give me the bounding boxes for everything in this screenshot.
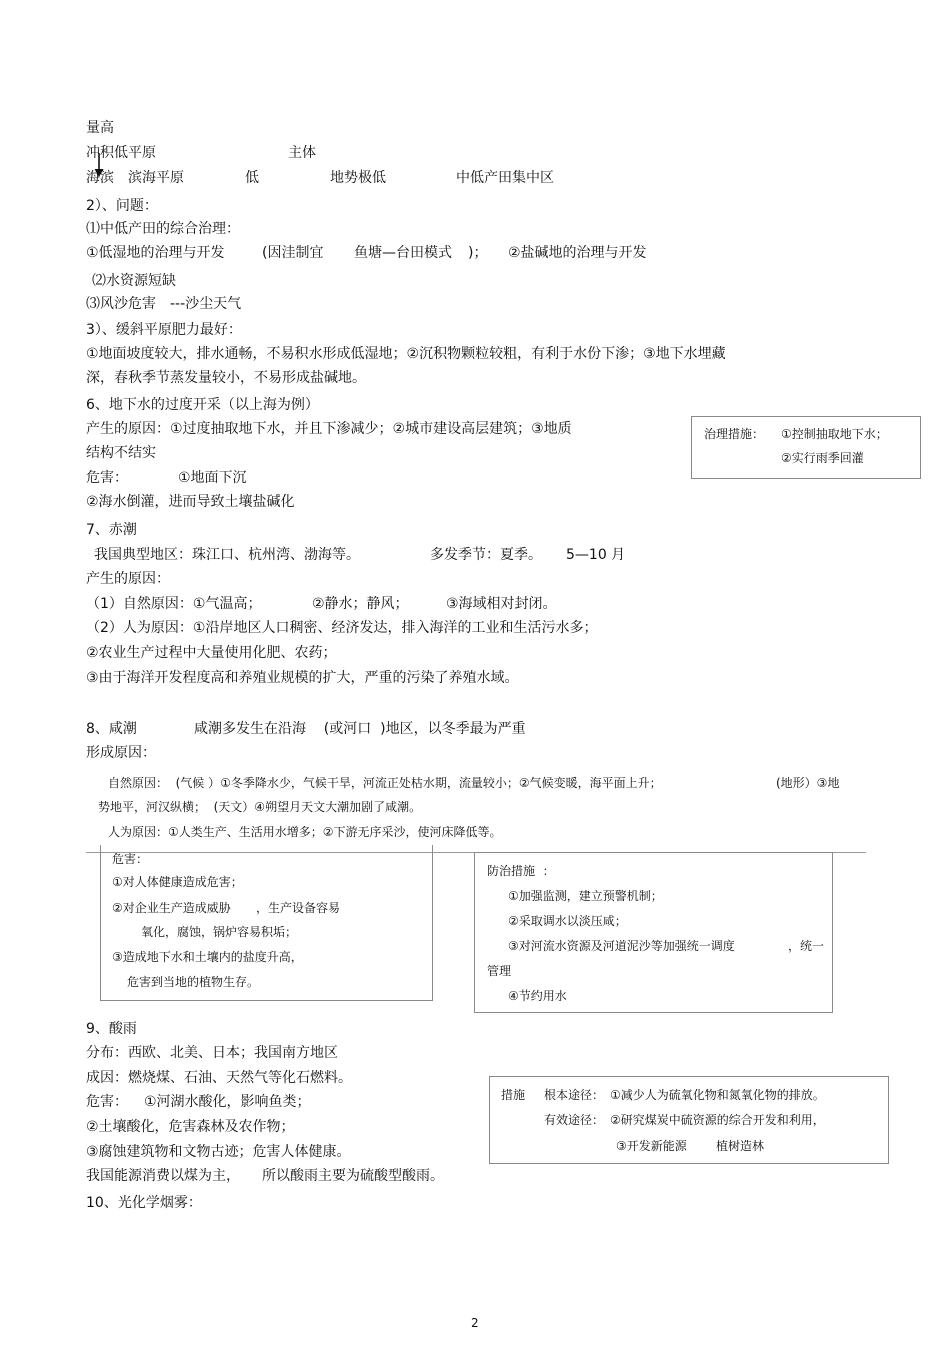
prevention-title: 防治措施 ： [487,864,555,878]
sec9-p6a: 我国能源消费以煤为主， [86,1168,240,1184]
sec3-p1: ①地面坡度较大，排水通畅，不易积水形成低湿地；②沉积物颗粒较粗，有利于水份下渗；③地下水埋藏 [86,346,726,362]
acid-measure-2b: ②研究煤炭中硫资源的综合开发和利用， [610,1113,825,1127]
harm-item-2b: ，生产设备容易 [256,901,341,915]
sec7-p1a: 我国典型地区：珠江口、杭州湾、渤海等。 [94,547,360,563]
sec2-p4a: ⑶风沙危害 [86,296,156,312]
prevention-item-3b: ，统一 [788,939,825,953]
sec6-p1: 产生的原因：①过度抽取地下水，并且下渗减少；②城市建设高层建筑；③地质 [86,421,572,437]
sec6-p3b: ①地面下沉 [178,470,247,486]
groundwater-measures-label: 治理措施： [704,427,765,441]
sec8-p1: 形成原因： [86,745,156,761]
sec2-heading: 2）、问题： [86,198,158,214]
page-number: 2 [471,1316,479,1330]
harm-item-2a: ②对企业生产造成威胁 [112,901,231,915]
sec9-p2: 成因：燃烧煤、石油、天然气等化石燃料。 [86,1070,352,1086]
sec7-p1b: 多发季节：夏季。 [430,547,542,563]
sec6-p4: ②海水倒灌，进而导致土壤盐碱化 [86,494,295,510]
sec2-p4b: ---沙尘天气 [170,296,242,312]
sec7-p4: （2）人为原因：①沿岸地区人口稠密、经济发达，排入海洋的工业和生活污水多； [86,620,598,636]
top-line-3c: 低 [245,170,259,186]
acid-measure-1b: ①减少人为硫氧化物和氮氧化物的排放。 [610,1088,825,1102]
sec9-p3a: 危害： [86,1094,128,1110]
sec9-heading: 9、酸雨 [86,1021,137,1037]
sec2-p3: ⑵水资源短缺 [92,273,176,289]
groundwater-measures-box [691,416,921,479]
prevention-item-2: ②采取调水以淡压咸； [508,914,627,928]
sec2-p2d: )； [468,245,488,261]
sec6-p2: 结构不结实 [86,445,156,461]
sec9-p6b: 所以酸雨主要为硫酸型酸雨。 [262,1168,444,1184]
sec8-natural-1b: (地形）③地 [776,776,840,790]
top-line-3d: 地势极低 [330,170,386,186]
harm-title: 危害： [112,852,149,866]
sec7-p6: ③由于海洋开发程度高和养殖业规模的扩大，严重的污染了养殖水域。 [86,670,519,686]
sec2-p2e: ②盐碱地的治理与开发 [508,245,647,261]
sec8-heading-desc: 咸潮多发生在沿海 (或河口 )地区，以冬季最为严重 [194,721,526,737]
sec7-p3b: ②静水；静风； [312,596,409,612]
top-line-1: 量高 [86,120,114,136]
salt-tide-prevention-box [474,852,833,1013]
sec7-p5: ②农业生产过程中大量使用化肥、农药； [86,645,337,661]
prevention-item-1: ①加强监测，建立预警机制； [508,889,663,903]
top-line-3e: 中低产田集中区 [456,170,554,186]
prevention-item-5: ④节约用水 [508,989,567,1003]
sec2-p2a: ①低湿地的治理与开发 [86,245,225,261]
sec8-human: 人为原因：①人类生产、生活用水增多；②下游无序采沙，使河床降低等。 [108,825,502,839]
groundwater-measure-1: ①控制抽取地下水； [781,427,888,441]
harm-item-5: 危害到当地的植物生存。 [127,975,260,989]
sec9-p3b: ①河湖水酸化，影响鱼类； [144,1094,311,1110]
sec3-heading: 3）、缓斜平原肥力最好： [86,322,242,338]
prevention-item-3a: ③对河流水资源及河道泥沙等加强统一调度 [508,939,735,953]
acid-measure-2a: 有效途径： [544,1113,605,1127]
sec7-p2: 产生的原因： [86,571,170,587]
top-line-2a: 冲积低平原 [86,145,156,161]
acid-measures-label: 措施 [501,1088,526,1102]
groundwater-measure-2: ②实行雨季回灌 [781,451,864,465]
top-line-2b: 主体 [288,145,316,161]
sec7-p3c: ③海域相对封闭。 [446,596,557,612]
harm-item-4: ③造成地下水和土壤内的盐度升高， [112,950,303,964]
sec10-heading: 10、光化学烟雾： [86,1195,202,1211]
acid-measure-3b: 植树造林 [716,1139,765,1153]
acid-measure-3a: ③开发新能源 [616,1139,687,1153]
acid-measure-1a: 根本途径： [544,1088,605,1102]
sec2-p2b: (因洼制宜 [262,245,324,261]
sec8-natural-2: 势地平，河汉纵横； (天文）④朔望月天文大潮加剧了咸潮。 [98,800,422,814]
harm-item-1: ①对人体健康造成危害； [112,875,243,889]
salt-tide-harm-box [100,845,433,1001]
sec7-heading: 7、赤潮 [86,522,137,538]
sec9-p4: ②土壤酸化，危害森林及农作物； [86,1119,295,1135]
sec7-p1c: 5—10 月 [566,547,626,563]
acid-rain-measures-box [489,1076,889,1164]
sec2-p1: ⑴中低产田的综合治理： [86,221,240,237]
top-line-3b: 滨海平原 [128,170,184,186]
sec9-p1: 分布：西欧、北美、日本；我国南方地区 [86,1045,338,1061]
sec9-p5: ③腐蚀建筑物和文物古迹；危害人体健康。 [86,1144,351,1160]
prevention-item-4: 管理 [487,964,512,978]
sec8-natural-1a: 自然原因： (气候 ）①冬季降水少，气候干旱，河流正处枯水期，流量较小；②气候变暖，海平面上升； [108,776,662,790]
sec8-heading: 8、咸潮 [86,721,137,737]
top-line-3a: 海滨 [86,170,114,186]
sec3-p2: 深，春秋季节蒸发量较小，不易形成盐碱地。 [86,370,366,386]
harm-item-3: 氧化，腐蚀，锅炉容易积垢； [141,925,298,939]
sec7-p3a: （1）自然原因：①气温高； [86,596,262,612]
sec2-p2c: 鱼塘—台田模式 [354,245,452,261]
sec6-p3a: 危害： [86,470,128,486]
sec6-heading: 6、地下水的过度开采（以上海为例） [86,397,319,413]
